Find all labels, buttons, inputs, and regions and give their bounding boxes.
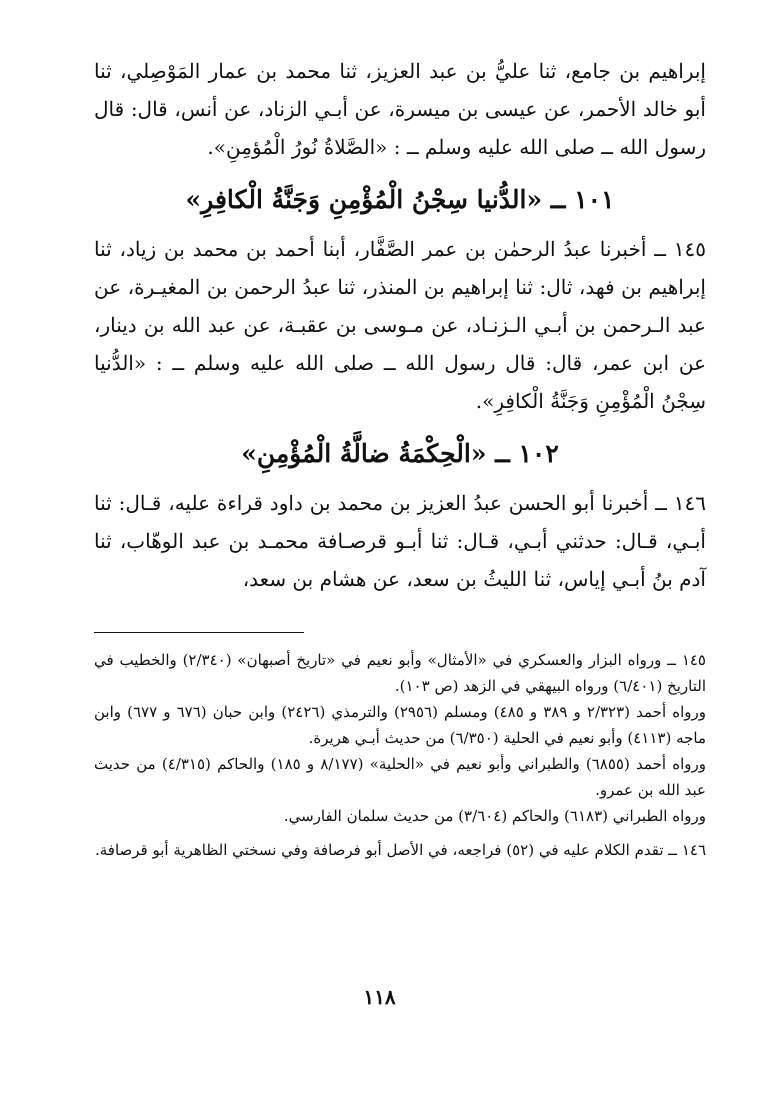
main-text [94, 52, 706, 598]
paragraph-145: ١٤٥ ــ أخبرنا عبدُ الرحمٰن بن عمر الصَّفَّار، أبنا أحمد بن محمد بن زياد، ثنا إبراهيم بن فهد، ثال: ثنا إبراهيم بن المنذر، ثنا عبدُ الرحمن بن المغيـرة، عن عبد الـرحمن بن أبـي الـزنـاد، عن مـوسى بن عقبـة، عن عبد الله بن دينار، عن ابن عمر، قال: قال رسول الله ــ صلى الله عليه وسلم ــ : «الدُّنيا سِجْنُ الْمُؤْمِنِ وَجَنَّةُ الْكافِرِ». [94, 237, 706, 413]
footnotes [94, 647, 706, 863]
footnote-145-a: ١٤٥ ــ ورواه البزار والعسكري في «الأمثال» وأبو نعيم في «تاريخ أصبهان» (٢/٣٤٠) والخطيب في التاريخ (٦/٤٠١) ورواه البيهقي في الزهد (ص ١٠٣). [94, 651, 706, 695]
footnote-145-c: ورواه أحمد (٦٨٥٥) والطبراني وأبو نعيم في «الحلية» (٨/١٧٧ و ١٨٥) والحاكم (٤/٣١٥) من حديث عبد الله بن عمرو. [94, 755, 706, 799]
page-body [94, 52, 706, 863]
heading-101: ١٠١ ــ «الدُّنيا سِجْنُ الْمُؤْمِنِ وَجَنَّةُ الْكافِرِ» [185, 185, 615, 214]
heading-102: ١٠٢ ــ «الْحِكْمَةُ ضالَّةُ الْمُؤْمِنِ» [241, 439, 559, 468]
paragraph-146: ١٤٦ ــ أخبرنا أبو الحسن عبدُ العزيز بن محمد بن داود قراءة عليه، قـال: ثنا أبـي، قـال: حدثني أبـي، قـال: ثنا أبـو قرصـافة محمـد بن عبد الوهّاب، ثنا آدم بنُ أبـي إياس، ثنا الليثُ بن سعد، عن هشام بن سعد، [94, 491, 706, 591]
footnote-145-d: ورواه الطبراني (٦١٨٣) والحاكم (٣/٦٠٤) من حديث سلمان الفارسي. [283, 807, 706, 825]
page-number: ١١٨ [363, 985, 396, 1009]
footnote-divider [94, 632, 304, 633]
footnote-145-b: ورواه أحمد (٢/٣٢٣ و ٣٨٩ و ٤٨٥) ومسلم (٢٩٥٦) والترمذي (٢٤٢٦) وابن حبان (٦٧٦ و ٦٧٧) وابن ماجه (٤١١٣) وأبو نعيم في الحلية (٦/٣٥٠) من حديث أبـي هريرة. [94, 703, 706, 747]
footnote-146: ١٤٦ ــ تقدم الكلام عليه في (٥٢) فراجعه، في الأصل أبو فرصافة وفي نسختي الظاهرية أبو قرصافة. [94, 841, 706, 859]
paragraph-144-continuation: إبراهيم بن جامع، ثنا عليُّ بن عبد العزيز، ثنا محمد بن عمار المَوْصِلي، ثنا أبو خالد الأحمر، عن عيسى بن ميسرة، عن أبـي الزناد، عن أنس، قال: قال رسول الله ــ صلى الله عليه وسلم ــ : «الصَّلاةُ نُورُ الْمُؤمِنِ». [94, 59, 706, 159]
